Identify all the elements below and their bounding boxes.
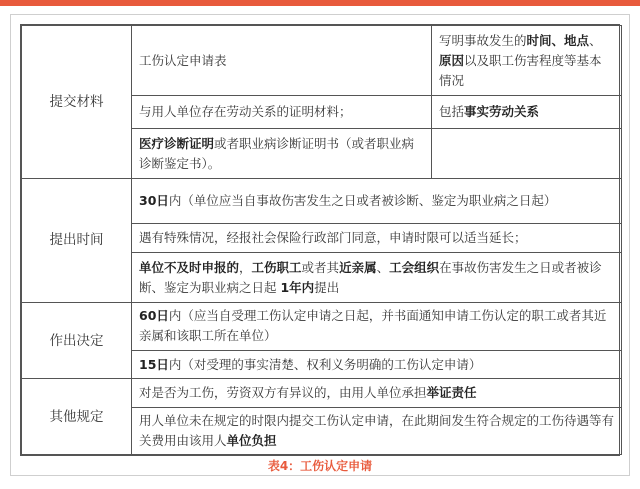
- category-other-rules: 其他规定: [22, 379, 132, 455]
- category-filing-time: 提出时间: [22, 178, 132, 302]
- cell-one-year: 单位不及时申报的，工伤职工或者其近亲属、工会组织在事故伤害发生之日或者被诊断、鉴定为职业病之日起 1年内提出: [132, 253, 622, 303]
- category-submit-materials: 提交材料: [22, 26, 132, 179]
- cell-application-form-note: 写明事故发生的时间、地点、原因以及职工伤害程度等基本情况: [432, 26, 622, 96]
- cell-labor-relation-note: 包括事实劳动关系: [432, 96, 622, 129]
- cell-empty: [432, 129, 622, 179]
- work-injury-table: [20, 24, 620, 456]
- cell-special-extension: 遇有特殊情况，经报社会保险行政部门同意，申请时限可以适当延长；: [132, 224, 622, 253]
- cell-application-form: 工伤认定申请表: [132, 26, 432, 96]
- cell-burden-of-proof: 对是否为工伤，劳资双方有异议的，由用人单位承担举证责任: [132, 379, 622, 408]
- cell-60-days: 60日内（应当自受理工伤认定申请之日起，并书面通知申请工伤认定的职工或者其近亲属和该职工所在单位）: [132, 302, 622, 350]
- category-decision: 作出决定: [22, 302, 132, 378]
- table-caption: 表4：工伤认定申请: [267, 459, 373, 473]
- cell-30-days: 30日内（单位应当自事故伤害发生之日或者被诊断、鉴定为职业病之日起）: [132, 178, 622, 223]
- cell-labor-relation-proof: 与用人单位存在劳动关系的证明材料；: [132, 96, 432, 129]
- cell-15-days: 15日内（对受理的事实清楚、权利义务明确的工伤认定申请）: [132, 350, 622, 379]
- cell-employer-bears-cost: 用人单位未在规定的时限内提交工伤认定申请，在此期间发生符合规定的工伤待遇等有关费用由该用人单位负担: [132, 408, 622, 455]
- cell-medical-certificate: 医疗诊断证明或者职业病诊断证明书（或者职业病诊断鉴定书）。: [132, 129, 432, 179]
- top-accent-bar: [0, 0, 640, 6]
